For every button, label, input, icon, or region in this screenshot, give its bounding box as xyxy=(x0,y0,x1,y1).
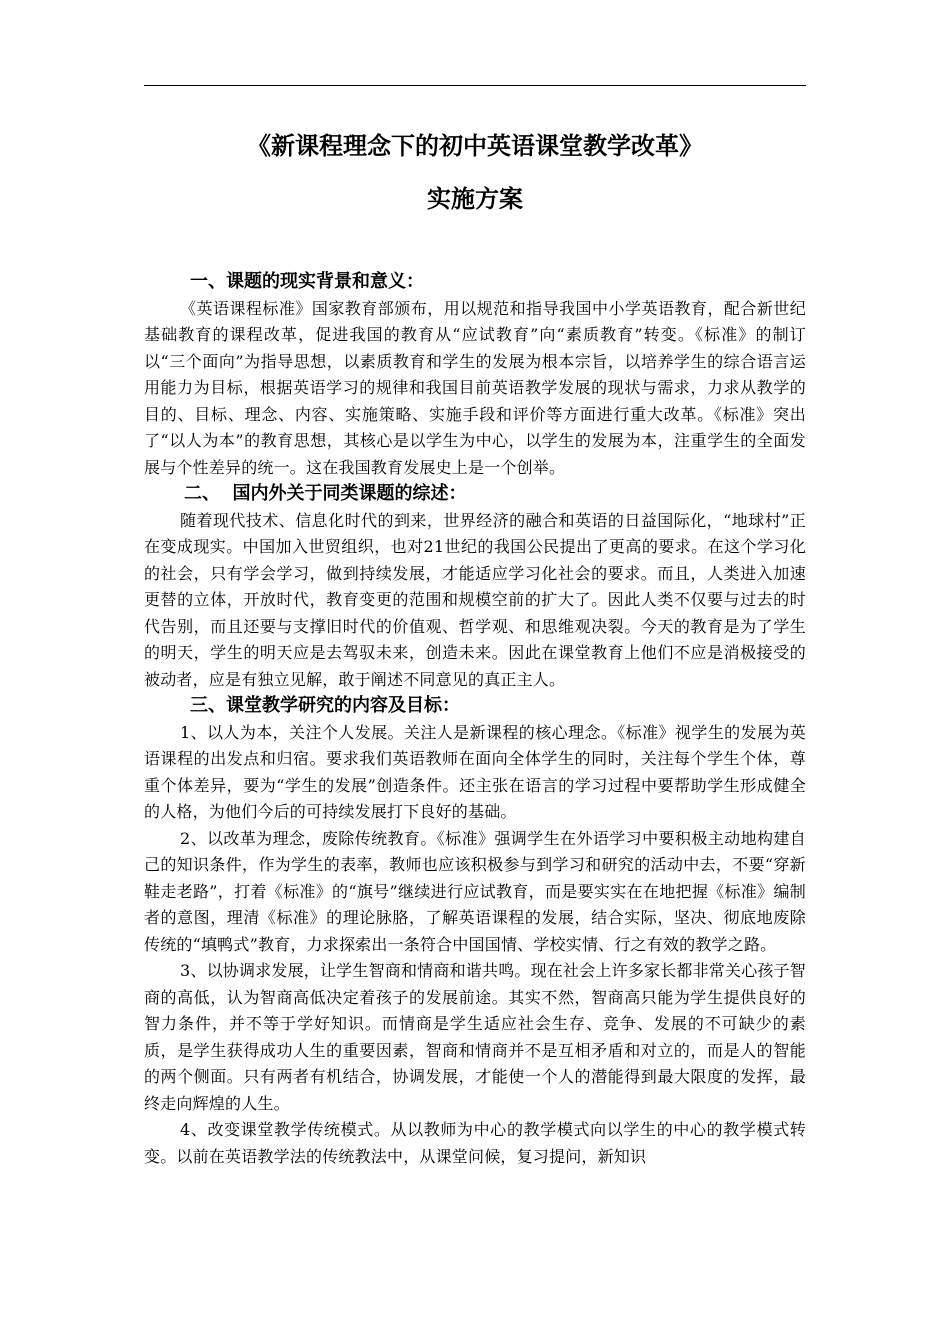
document-subtitle: 实施方案 xyxy=(427,185,523,213)
section-heading-review: 二、 国内外关于同类课题的综述： xyxy=(184,483,467,504)
paragraph: 4、改变课堂教学传统模式。从以教师为中心的教学模式向以学生的中心的教学模式转变。以前在英语教学法的传统教法中，从课堂问候，复习提问，新知识 xyxy=(144,1120,806,1166)
header-rule xyxy=(144,85,806,86)
paragraph: 随着现代技术、信息化时代的到来，世界经济的融合和英语的日益国际化，“地球村”正在变成现实。中国加入世贸组织，也对21世纪的我国公民提出了更高的要求。在这个学习化的社会，只有学会学习，做到持续发展，才能适应学习化社会的要求。而且，人类进入加速更替的立体，开放时代，教育变更的范围和规模空前的扩大了。因此人类不仅要与过去的时代告别，而且还要与支撑旧时代的价值观、哲学观、和思维观决裂。今天的教育是为了学生的明天，学生的明天应是去驾驭未来，创造未来。因此在课堂教育上他们不应是消极接受的被动者，应是有独立见解，敢于阐述不同意见的真正主人。 xyxy=(144,510,806,689)
paragraph: 2、以改革为理念，废除传统教育。《标准》强调学生在外语学习中要积极主动地构建自己的知识条件，作为学生的表率，教师也应该积极参与到学习和研究的活动中去，不要“穿新鞋走老路”，打着《标准》的“旗号”继续进行应试教育，而是要实实在在地把握《标准》编制者的意图，理清《标准》的理论脉胳，了解英语课程的发展，结合实际，坚决、彻底地废除传统的“填鸭式”教育，力求探索出一条符合中国国情、学校实情、行之有效的教学之路。 xyxy=(144,828,806,954)
document-title: 《新课程理念下的初中英语课堂教学改革》 xyxy=(247,132,703,160)
section-heading-content-goals: 三、课堂教学研究的内容及目标： xyxy=(190,695,460,716)
section-heading-background: 一、课题的现实背景和意义： xyxy=(190,271,424,292)
paragraph: 《英语课程标准》国家教育部颁布，用以规范和指导我国中小学英语教育，配合新世纪基础教育的课程改革，促进我国的教育从“应试教育”向“素质教育”转变。《标准》的制订以“三个面向”为指导思想，以素质教育和学生的发展为根本宗旨，以培养学生的综合语言运用能力为目标，根据英语学习的规律和我国目前英语教学发展的现状与需求，力求从教学的目的、目标、理念、内容、实施策略、实施手段和评价等方面进行重大改革。《标准》突出了“以人为本”的教育思想，其核心是以学生为中心，以学生的发展为本，注重学生的全面发展与个性差异的统一。这在我国教育发展史上是一个创举。 xyxy=(144,298,806,477)
document-body xyxy=(144,269,806,1170)
paragraph: 3、以协调求发展，让学生智商和情商和谐共鸣。现在社会上许多家长都非常关心孩子智商的高低，认为智商高低决定着孩子的发展前途。其实不然，智商高只能为学生提供良好的智力条件，并不等于学好知识。而情商是学生适应社会生存、竞争、发展的不可缺少的素质，是学生获得成功人生的重要因素，智商和情商并不是互相矛盾和对立的，而是人的智能的两个侧面。只有两者有机结合，协调发展，才能使一个人的潜能得到最大限度的发挥，最终走向辉煌的人生。 xyxy=(144,961,806,1113)
paragraph: 1、以人为本，关注个人发展。关注人是新课程的核心理念。《标准》视学生的发展为英语课程的出发点和归宿。要求我们英语教师在面向全体学生的同时，关注每个学生个体，尊重个体差异，要为“学生的发展”创造条件。还主张在语言的学习过程中要帮助学生形成健全的人格，为他们今后的可持续发展打下良好的基础。 xyxy=(144,722,806,821)
